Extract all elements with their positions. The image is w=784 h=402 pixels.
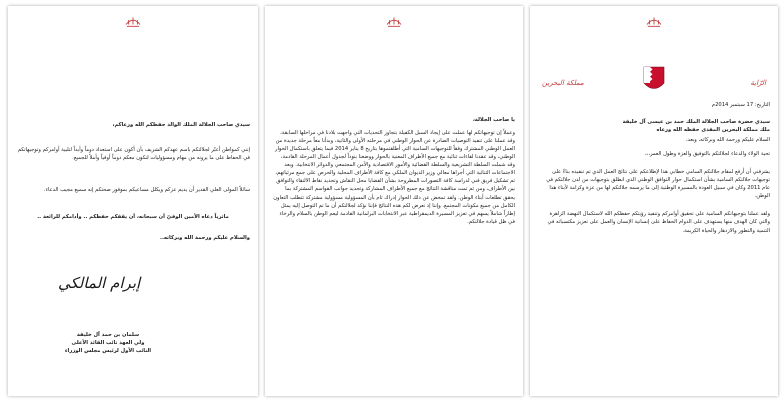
- handwritten-signature: إبرام المالكي: [58, 274, 141, 292]
- signatory-name: سلمان بن حمد آل خليفة: [76, 332, 140, 338]
- royal-crest-icon: [385, 14, 403, 28]
- royal-crest-icon: [645, 14, 663, 28]
- letter-page-2: [265, 6, 523, 396]
- letter-date: التاريخ: 17 سبتمبر 2014م: [711, 102, 770, 108]
- paragraph: إنني كمواطن أعبّر لجلالتكم باسم عهدكم الشريف بأن أكون على استعداد دوماً وأبداً لتلبية أوامركم وتوجيهاتكم في الحفاظ على ما يرونه من مهام ومسؤوليات لنكون معكم دوماً أوفياً وأملاً للجميع.: [17, 147, 250, 162]
- paragraph: ولقد عملنا بتوجيهاتكم السامية على تحقيق أوامركم وتنفيذ رؤيتكم حفظكم الله لاستكمال النهضة الزاهرة والتي كان الهدف منها يستهدف على الدوام الحفاظ على إنسانية الإنسان والعمل على تعزيز مكتسباته في التنمية والتطور والازدهار والحياة الكريمة.: [547, 211, 770, 234]
- paragraph: وعملاً إن توجيهاتكم لها عملت على إيجاد السبل الكفيلة بتجاوز التحديات التي واجهت بلادنا في مراحلها السابقة، وقد عملنا على تنفيذ التوصيات الصادرة عن الحوار الوطني في مرحلته الأولى والثانية، وبدأنا معاً مرحلة جديدة من العمل الوطني المشترك وفقاً للتوجيهات السامية التي أطلقتموها بتاريخ 8 يناير 2014 فيما يتعلق باستكمال الحوار الوطني، وقد عقدنا لقاءات ثنائية مع جميع الأطراف المعنية بالحوار ووضعنا بنوداً لجدول أعمال المرحلة القادمة، وقد شملت السلطة التشريعية والسلطة القضائية والأمور الاقتصادية والأمن المجتمعي والدوائر الانتخابية. وبعد الاجتماعات الثنائية التي أجراها معالي وزير الديوان الملكي مع كافة الأطراف المحلية والحرص على جمع مرئياتهم، تم تشكيل فريق فني لدراسة كافة التصورات المطروحة بشأن القضايا محل النقاش وتحديد نقاط الالتقاء والتوافق بين الأطراف، ومن ثم تمت مناقشة النتائج مع جميع الأطراف المشاركة وتحديد جوانب القواسم المشتركة بما يحقق تطلعات أبناء الوطن. ولقد تمخض عن ذلك الحوار إدراك تام بأن المسؤولية مسؤولية مشتركة تتطلب التعاون الكامل من جميع مكونات المجتمع. وإننا إذ نعرض لكم هذه النتائج فإننا نؤكد لجلالتكم أن ما تم التوصل إليه يمثل إطاراً شاملاً يسهم في تعزيز المسيرة الديمقراطية عبر الانتخابات البرلمانية القادمة ليعم الوطن بالسلام والرخاء في ظل قيادة جلالتكم.: [273, 130, 515, 225]
- signatory-title: النائب الأول لرئيس مجلس الوزراء: [64, 348, 152, 355]
- royal-crest-icon: [124, 14, 142, 28]
- closing: والسلام عليكم ورحمة الله وبركاته..: [159, 235, 250, 241]
- bahrain-emblem-icon: [643, 66, 665, 94]
- signature-block: [48, 331, 168, 355]
- letterhead-script: مملكة البحرين: [542, 79, 584, 87]
- addressee-line: ملك مملكة البحرين المفدى حفظه الله ورعاه: [656, 127, 770, 134]
- letter-body: [538, 136, 770, 235]
- greeting: السلام عليكم ورحمة الله وبركاته، وبعد،: [685, 137, 770, 143]
- blessing: تحية الولاء والدعاء لجلالتكم بالتوفيق والعزة وطول العمر،،،: [645, 151, 770, 158]
- addressee-line: سيدي حضرة صاحب الجلالة الملك حمد بن عيسى آل خليفة: [622, 119, 770, 125]
- address-block: [538, 118, 770, 134]
- signatory-title: ولي العهد نائب القائد الأعلى: [71, 340, 145, 347]
- salutation: سيدي صاحب الجلالة الملك الوالد حفظكم الله ورعاكم،: [112, 122, 250, 128]
- letter-page-1: [530, 6, 778, 396]
- salutation: يا صاحب الجلالة،: [472, 117, 515, 123]
- paragraph: سائلاً المولى العلي القدير أن يديم عزكم ويكلل مساعيكم بموفور صحتكم إنه سميع مجيب الدعاء.: [43, 187, 250, 193]
- paragraph: يشرفني أن أرفع لمقام جلالتكم السامي خطابي هذا لإطلاعكم على نتائج العمل الذي تم تنفيذه بناءً على توجيهات جلالتكم السامية بشأن استكمال حوار التوافق الوطني الذي انطلق بتوجيهات من لدن جلالتكم في عام 2011 وكان في سبيل العودة بالمسيرة الوطنية إلى ما يرسمه جلالتكم لها من عزة وكرامة لأبناء هذا الوطن.: [546, 169, 770, 200]
- prayer-line: ماثرياً دعاه الأمين الوفيّ أن سبحانه، أن يقفكم حفظكم .. وأدامكم للرائعة ..: [37, 214, 229, 220]
- letter-page-3: [8, 6, 258, 396]
- letterhead-script: الرّاية: [750, 79, 766, 87]
